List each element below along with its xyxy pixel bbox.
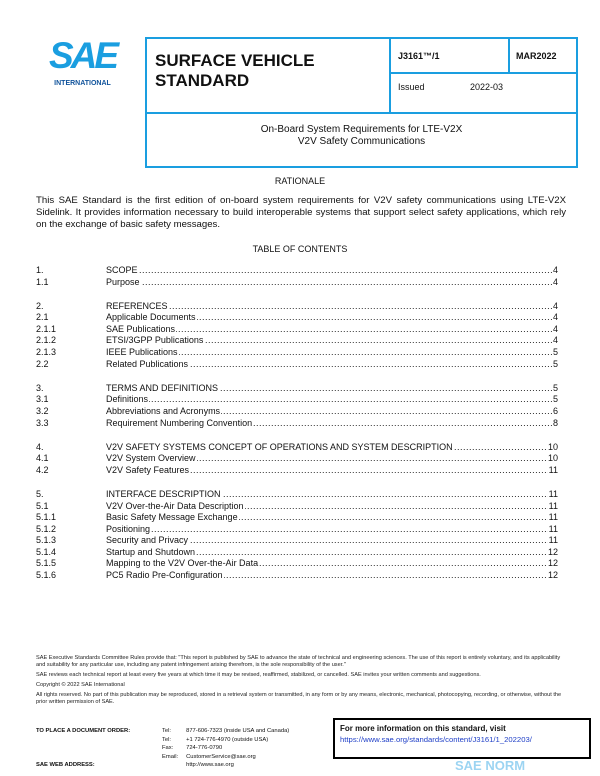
toc-entry[interactable] [36,301,558,313]
toc-number: 5.1.5 [36,558,57,569]
toc-entry[interactable] [36,418,558,430]
toc-title: ETSI/3GPP Publications [106,335,204,346]
footer-copyright: Copyright © 2022 SAE International [36,682,125,688]
contact-row [162,753,297,762]
toc-entry[interactable] [36,501,558,513]
footer-review: SAE reviews each technical report at least every five years at which time it may be revised, reaffirmed, stabilized, or cancelled. SAE invites your written comments and suggestions. [36,672,481,678]
toc-title: Related Publications [106,358,189,369]
toc-title: Definitions [106,394,149,405]
legal-footer [36,655,564,709]
toc-page: 5 [552,382,558,393]
doc-date: MAR2022 [510,39,576,74]
toc-title: V2V Over-the-Air Data Description [106,500,244,511]
toc-title: Security and Privacy [106,535,189,546]
toc-entry[interactable] [36,465,558,477]
footer-rights: All rights reserved. No part of this publication may be reproduced, stored in a retrieval system or transmitted, in any form or by any means, electronic, mechanical, photocopying, recording, or otherwise, without the prior written permission of SAE. [36,692,562,705]
toc-title: Purpose [106,276,140,287]
contact-label: Tel: [162,728,172,734]
toc-entry[interactable] [36,512,558,524]
toc-number: 5.1.3 [36,535,57,546]
toc-entry[interactable] [36,265,558,277]
header-box [145,37,578,168]
toc-entry[interactable] [36,558,558,570]
toc-title: V2V Safety Features [106,464,190,475]
toc-page: 12 [547,570,558,581]
doc-number: J3161™/1 [391,39,510,74]
toc-number: 5.1.1 [36,512,57,523]
issued-date: 2022-03 [470,82,504,92]
toc-group [36,383,558,429]
toc-number: 3.1 [36,394,49,405]
toc-page: 6 [552,405,558,416]
toc-entry[interactable] [36,312,558,324]
toc-number: 1. [36,265,44,275]
toc-page: 11 [548,523,558,534]
doc-title [147,114,576,166]
toc-entry[interactable] [36,442,558,454]
toc-page: 11 [548,488,558,499]
title-line-1: On-Board System Requirements for LTE-V2X [260,124,463,135]
toc-page: 12 [547,546,558,557]
toc-title: SAE Publications [106,323,176,334]
toc-title: Positioning [106,523,151,534]
toc-page: 4 [552,300,558,311]
toc-page: 4 [552,265,558,275]
toc-number: 4. [36,441,44,452]
toc-entry[interactable] [36,406,558,418]
toc-page: 5 [552,394,558,405]
toc-title: V2V SAFETY SYSTEMS CONCEPT OF OPERATIONS AND SYSTEM DESCRIPTION [106,441,453,452]
toc-entry[interactable] [36,324,558,336]
contact-value: +1 724-776-4970 (outside USA) [186,736,269,743]
footer-rules: SAE Executive Standards Committee Rules provide that: "This report is published by SAE to advance the state of technical and engineering sciences. The use of this report is entirely voluntary, and its applicability and suitability for any particular use, including any patent infringement arising therefrom, is the sole responsibility of the user." [36,655,561,668]
contact-label: Tel: [162,736,172,743]
toc-number: 3.3 [36,417,49,428]
toc-page: 4 [552,323,558,334]
toc-entry[interactable] [36,524,558,536]
toc-page: 11 [548,512,558,523]
issued-cell [391,74,576,114]
toc-group [36,265,558,288]
toc-number: 2.1.2 [36,335,57,346]
web-address[interactable]: http://www.sae.org [186,762,234,768]
toc-heading: TABLE OF CONTENTS [252,244,348,254]
toc-number: 5.1 [36,500,49,511]
toc-number: 1.1 [36,276,49,287]
rationale-heading: RATIONALE [274,176,326,186]
toc-page: 10 [547,453,558,464]
web-label: SAE WEB ADDRESS: [36,762,95,768]
toc-number: 4.1 [36,453,49,464]
toc-title: V2V System Overview [106,453,196,464]
toc-title: Requirement Numbering Convention [106,417,253,428]
toc-title: INTERFACE DESCRIPTION [106,488,221,499]
toc-entry[interactable] [36,335,558,347]
contact-label: Fax: [162,745,174,751]
contact-label: Email: [162,753,179,760]
doc-type: SURFACE VEHICLE STANDARD [147,39,391,114]
toc-entry[interactable] [36,394,558,406]
table-of-contents [36,265,558,594]
contact-value: 877-606-7323 (inside USA and Canada) [186,728,290,734]
toc-number: 3. [36,382,44,393]
toc-number: 2. [36,300,44,311]
order-labels [36,727,130,770]
toc-page: 4 [552,276,558,287]
toc-number: 4.2 [36,464,49,475]
toc-title: SCOPE [106,265,138,275]
rationale-text: This SAE Standard is the first edition of on-board system requirements for V2V safety communications using LTE-V2X Sidelink. It provides information necessary to build interoperable systems that support select safety applications, which rely on the exchange of basic safety messages. [36,195,566,230]
toc-group [36,489,558,582]
toc-page: 11 [548,500,558,511]
toc-number: 2.1.3 [36,347,57,358]
contact-row [162,727,297,736]
toc-entry[interactable] [36,359,558,371]
toc-page: 12 [547,558,558,569]
toc-page: 8 [552,417,558,428]
toc-title: Basic Safety Message Exchange [106,512,238,523]
sae-logo [40,35,125,87]
toc-entry[interactable] [36,547,558,559]
toc-entry[interactable] [36,383,558,395]
toc-title: REFERENCES [106,300,168,311]
toc-title: TERMS AND DEFINITIONS [106,382,219,393]
toc-title: Startup and Shutdown [106,546,196,557]
logo-subtitle: INTERNATIONAL [54,80,111,87]
toc-entry[interactable] [36,535,558,547]
toc-title: Applicable Documents [106,312,196,323]
toc-title: PC5 Radio Pre-Configuration [106,570,223,581]
watermark: SAE NORM [455,758,526,773]
toc-title: Mapping to the V2V Over-the-Air Data [106,558,259,569]
toc-number: 3.2 [36,405,49,416]
toc-title: IEEE Publications [106,347,178,358]
contact-row [162,744,297,753]
order-label: TO PLACE A DOCUMENT ORDER: [36,728,131,734]
toc-number: 5.1.4 [36,546,57,557]
info-link[interactable]: https://www.sae.org/standards/content/J3161/1_202203/ [340,735,532,744]
toc-number: 2.1 [36,312,49,323]
toc-group [36,301,558,371]
toc-number: 5.1.2 [36,523,57,534]
contact-table [162,727,297,770]
logo-mark: SAE [48,35,117,76]
toc-page: 5 [552,347,558,358]
toc-entry[interactable] [36,277,558,289]
toc-page: 4 [552,312,558,323]
info-box [333,718,591,759]
toc-group [36,442,558,477]
toc-entry[interactable] [36,453,558,465]
contact-row [162,736,297,745]
toc-page: 4 [552,335,558,346]
toc-page: 10 [547,441,558,452]
toc-page: 11 [548,535,558,546]
toc-page: 5 [552,358,558,369]
toc-number: 5. [36,488,44,499]
contact-value: CustomerService@sae.org [186,753,256,760]
toc-number: 5.1.6 [36,570,57,581]
contact-value: 724-776-0790 [186,745,223,751]
toc-number: 2.1.1 [36,323,57,334]
info-heading: For more information on this standard, visit [340,724,506,733]
toc-entry[interactable] [36,347,558,359]
toc-entry[interactable] [36,489,558,501]
title-line-2: V2V Safety Communications [297,136,426,147]
toc-entry[interactable] [36,570,558,582]
toc-title: Abbreviations and Acronyms [106,405,221,416]
toc-number: 2.2 [36,358,49,369]
issued-label: Issued [398,82,425,92]
toc-page: 11 [548,464,558,475]
